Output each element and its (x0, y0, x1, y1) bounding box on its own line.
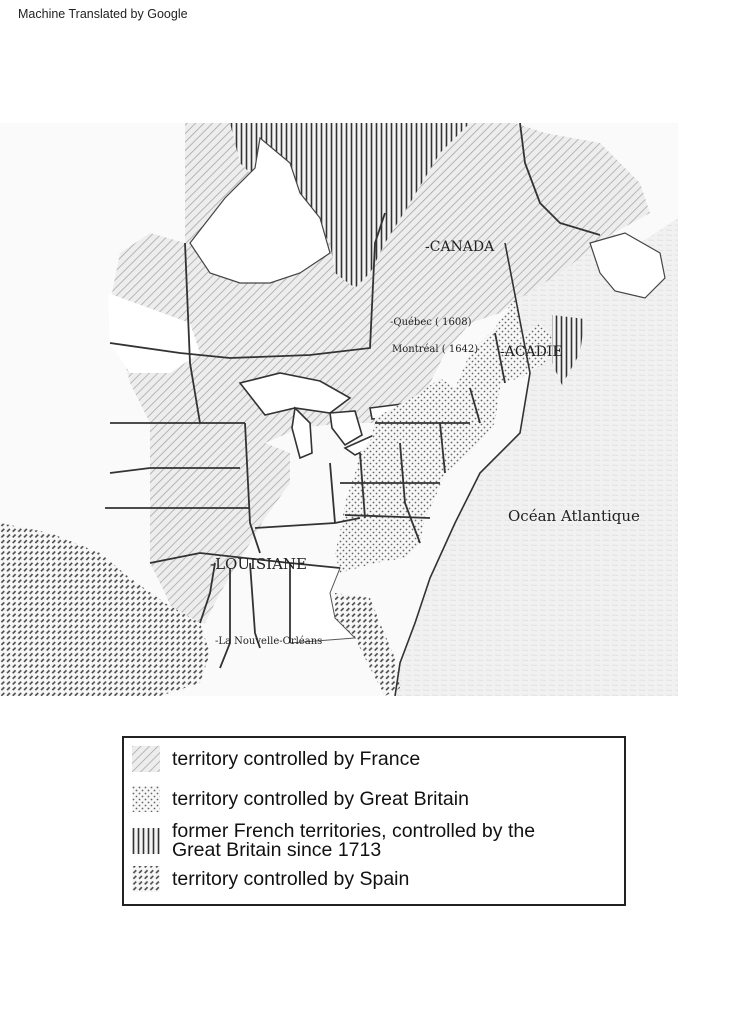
label-montreal: Montréal ( 1642) (392, 344, 479, 355)
label-louisiane: -LOUISIANE (210, 555, 308, 573)
legend-item-france (132, 746, 420, 772)
map-canvas (0, 123, 678, 696)
translation-note: Machine Translated by Google (18, 7, 188, 21)
legend-label-former-french (172, 822, 535, 860)
legend-label-former-french-line1: former French territories, controlled by the (172, 820, 536, 842)
label-acadie: -ACADIE (500, 344, 563, 360)
swatch-france (132, 746, 160, 772)
swatch-spain (132, 866, 160, 892)
label-quebec: -Québec ( 1608) (390, 317, 472, 328)
swatch-great-britain (132, 786, 160, 812)
legend-item-great-britain (132, 786, 469, 812)
historical-map (0, 123, 678, 696)
legend-item-spain (132, 866, 409, 892)
label-nouvelle-orleans: -La Nouvelle-Orléans (215, 636, 323, 647)
legend-label-spain: territory controlled by Spain (172, 868, 410, 890)
legend-label-france: territory controlled by France (172, 748, 421, 770)
swatch-former-french (132, 828, 160, 854)
map-legend (122, 736, 626, 906)
legend-label-great-britain: territory controlled by Great Britain (172, 788, 469, 810)
legend-label-former-french-line2: Great Britain since 1713 (172, 839, 382, 861)
legend-item-former-french (132, 822, 535, 860)
label-ocean-atlantique: Océan Atlantique (508, 507, 640, 525)
label-canada: -CANADA (425, 239, 495, 255)
